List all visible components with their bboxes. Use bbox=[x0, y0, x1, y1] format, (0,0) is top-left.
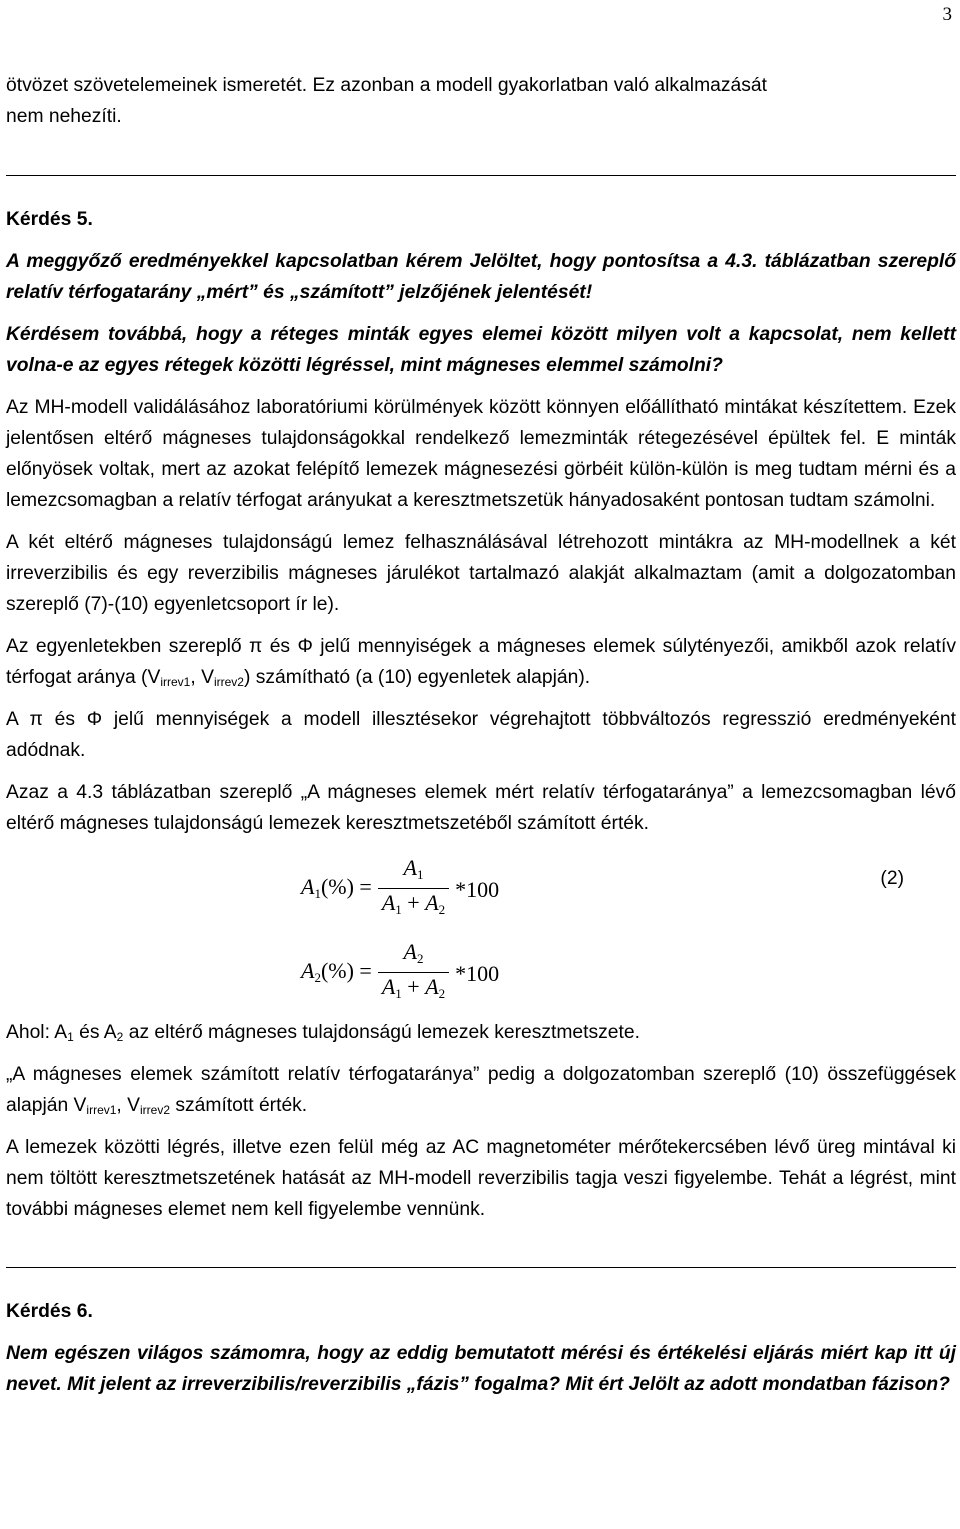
answer-paragraph-2: A két eltérő mágneses tulajdonságú lemez felhasználásával létrehozott mintákra az MH-modellnek a két irreverzibilis és egy reverzibilis mágneses járulékot tartalmazó alakját alkalmaztam (amit a dolgozatomban szereplő (7)-(10) egyenletcsoport ír le). bbox=[6, 532, 956, 615]
equation-a1-percent: A1(%) = $\frac{A1}{A1 + A2}$ *100 bbox=[301, 855, 499, 924]
question-5-followup: Kérdésem továbbá, hogy a réteges minták egyes elemei között milyen volt a kapcsolat, nem kellett volna-e az egyes rétegek közötti légréssel, mint mágneses elemmel számolni? bbox=[6, 324, 956, 376]
answer-paragraph-4: A π és Φ jelű mennyiségek a modell illesztésekor végrehajtott többváltozós regresszió eredményeként adódnak. bbox=[6, 709, 956, 761]
intro-line-1: ötvözet szövetelemeinek ismeretét. Ez azonban a modell gyakorlatban való alkalmazását bbox=[6, 75, 767, 96]
answer-paragraph-1: Az MH-modell validálásához laboratóriumi körülmények között könnyen előállítható mintákat készítettem. Ezek jelentősen eltérő mágneses tulajdonságokkal rendelkező lemezminták rétegezésével épültek fel. E minták előnyösek voltak, mert az azokat felépítő lemezek mágnesezési görbéit külön-külön is meg tudtam mérni és a lemezcsomagban a relatív térfogat arányukat a keresztmetszetük hányadosaként pontosan tudtam számolni. bbox=[6, 397, 956, 511]
separator-rule bbox=[6, 175, 956, 176]
answer-paragraph-3: Az egyenletekben szereplő π és Φ jelű mennyiségek a mágneses elemek súlytényezői, amikből azok relatív térfogat aránya ($V_{irrev1}$, $V_{irrev2}$) számítható (a (10) egyenletek alapján). bbox=[6, 636, 956, 689]
answer-paragraph-7: „A mágneses elemek számított relatív térfogataránya” pedig a dolgozatomban szereplő (10) összefüggések alapján $V_{irrev1}$, $V_{irrev2}$ számított érték. bbox=[6, 1064, 956, 1117]
equation-a2-percent: A2(%) = $\frac{A2}{A1 + A2}$ *100 bbox=[301, 939, 499, 1008]
question-5-text: A meggyőző eredményekkel kapcsolatban kérem Jelöltet, hogy pontosítsa a 4.3. táblázatban szereplő relatív térfogatarány „mért” és „számított” jelzőjének jelentését! bbox=[6, 251, 956, 303]
document-body bbox=[6, 70, 956, 1400]
page-number: 3 bbox=[942, 4, 952, 25]
question-6-heading: Kérdés 6. bbox=[6, 1301, 93, 1322]
equation-number: (2) bbox=[880, 868, 904, 889]
question-6-text: Nem egészen világos számomra, hogy az eddig bemutatott mérési és értékelési eljárás miért kap itt új nevet. Mit jelent az irreverzibilis/reverzibilis „fázis” fogalma? Mit ért Jelölt az adott mondatban fázison? bbox=[6, 1343, 956, 1395]
answer-paragraph-6: Ahol: $A_1$ és $A_2$ az eltérő mágneses tulajdonságú lemezek keresztmetszete. bbox=[6, 1022, 640, 1044]
question-5-heading: Kérdés 5. bbox=[6, 209, 93, 230]
intro-line-2: nem nehezíti. bbox=[6, 106, 122, 127]
equation-block bbox=[6, 853, 956, 1003]
separator-rule bbox=[6, 1267, 956, 1268]
answer-paragraph-8: A lemezek közötti légrés, illetve ezen felül még az AC magnetométer mérőtekercsében lévő üreg mintával ki nem töltött keresztmetszetének hatását az MH-modell reverzibilis tagja veszi figyelembe. Tehát a légrést, mint további mágneses elemet nem kell figyelembe vennünk. bbox=[6, 1137, 956, 1220]
fraction: $\frac{A2}{A1 + A2}$ bbox=[378, 939, 449, 1008]
fraction: $\frac{A1}{A1 + A2}$ bbox=[378, 855, 449, 924]
answer-paragraph-5: Azaz a 4.3 táblázatban szereplő „A mágneses elemek mért relatív térfogataránya” a lemezcsomagban lévő eltérő mágneses tulajdonságú lemezek keresztmetszetéből számított érték. bbox=[6, 782, 956, 834]
intro-paragraph bbox=[6, 70, 956, 132]
